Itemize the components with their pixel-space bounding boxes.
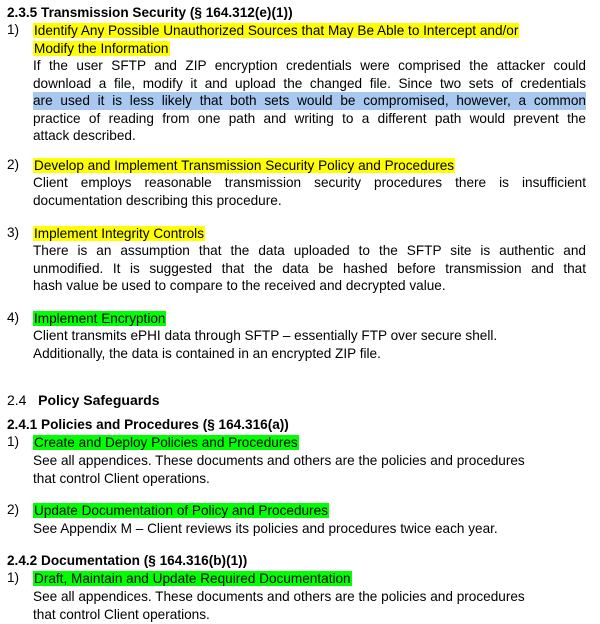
section-number: 2.4 (7, 392, 27, 408)
section-heading-2-4-2: 2.4.2 Documentation (§ 164.316(b)(1)) (7, 553, 248, 568)
highlight-green: Update Documentation of Policy and Procedures (34, 503, 328, 518)
body-line: See Appendix M – Client reviews its policies and procedures twice each year. (33, 521, 498, 536)
list-number: 3) (7, 225, 20, 240)
highlight-yellow: Identify Any Possible Unauthorized Sources that May Be Able to Intercept and/or (34, 23, 519, 38)
highlight-yellow: Develop and Implement Transmission Security Policy and Procedures (34, 158, 455, 173)
section-heading-2-4-1: 2.4.1 Policies and Procedures (§ 164.316(a)) (7, 417, 289, 432)
body-line: Client transmits ePHI data through SFTP – essentially FTP over secure shell. (33, 328, 498, 343)
item-title (33, 570, 352, 588)
body-line: attack described. (33, 128, 136, 143)
item-body (33, 452, 573, 488)
list-number: 1) (7, 434, 20, 449)
highlight-green: Draft, Maintain and Update Required Documentation (34, 571, 351, 586)
item-title (33, 225, 205, 243)
item-title (33, 310, 166, 328)
item-title (33, 157, 455, 175)
body-line: practice of reading from one path and writing to a different path would prevent the (33, 110, 586, 126)
item-body (33, 327, 553, 362)
item-title (33, 434, 299, 452)
body-line: There is an assumption that the data uploaded to the SFTP site is authentic and (33, 243, 586, 258)
item-body (33, 588, 573, 624)
item-body (33, 520, 573, 538)
item-body (33, 174, 586, 209)
body-line: See all appendices. These documents and others are the policies and procedures (33, 453, 525, 468)
body-line: download a file, modify it and upload the changed file. Since two sets of credentials (33, 75, 586, 91)
list-number: 2) (7, 502, 20, 517)
list-number: 1) (7, 570, 20, 585)
body-line: Additionally, the data is contained in an encrypted ZIP file. (33, 345, 381, 361)
item-title (33, 502, 329, 520)
body-line: If the user SFTP and ZIP encryption credentials were comprised the attacker could (33, 58, 586, 73)
section-heading-2-4 (7, 392, 160, 408)
highlight-yellow: Implement Integrity Controls (34, 226, 204, 241)
body-line: unmodified. It is suggested that the data be hashed before transmission and that (33, 260, 586, 276)
body-line: documentation describing this procedure. (33, 192, 282, 208)
list-number: 4) (7, 310, 20, 325)
list-number: 2) (7, 157, 20, 172)
section-heading-2-3-5: 2.3.5 Transmission Security (§ 164.312(e)(1)) (7, 5, 293, 20)
body-line: Client employs reasonable transmission security procedures there is insufficient (33, 175, 586, 190)
item-title (33, 22, 519, 57)
highlight-yellow: Modify the Information (34, 40, 169, 56)
section-title: Policy Safeguards (38, 392, 160, 408)
selected-text-line[interactable]: are used it is less likely that both sets would be compromised, however, a common (33, 93, 586, 108)
item-body (33, 57, 586, 145)
highlight-green: Implement Encryption (34, 311, 166, 326)
body-line: that control Client operations. (33, 607, 210, 622)
highlight-green: Create and Deploy Policies and Procedures (34, 435, 298, 450)
list-number: 1) (7, 22, 20, 37)
body-line: See all appendices. These documents and others are the policies and procedures (33, 589, 525, 604)
body-line: hash value be used to compare to the received and decrypted value. (33, 278, 446, 293)
body-line: that control Client operations. (33, 471, 210, 486)
item-body (33, 242, 586, 295)
